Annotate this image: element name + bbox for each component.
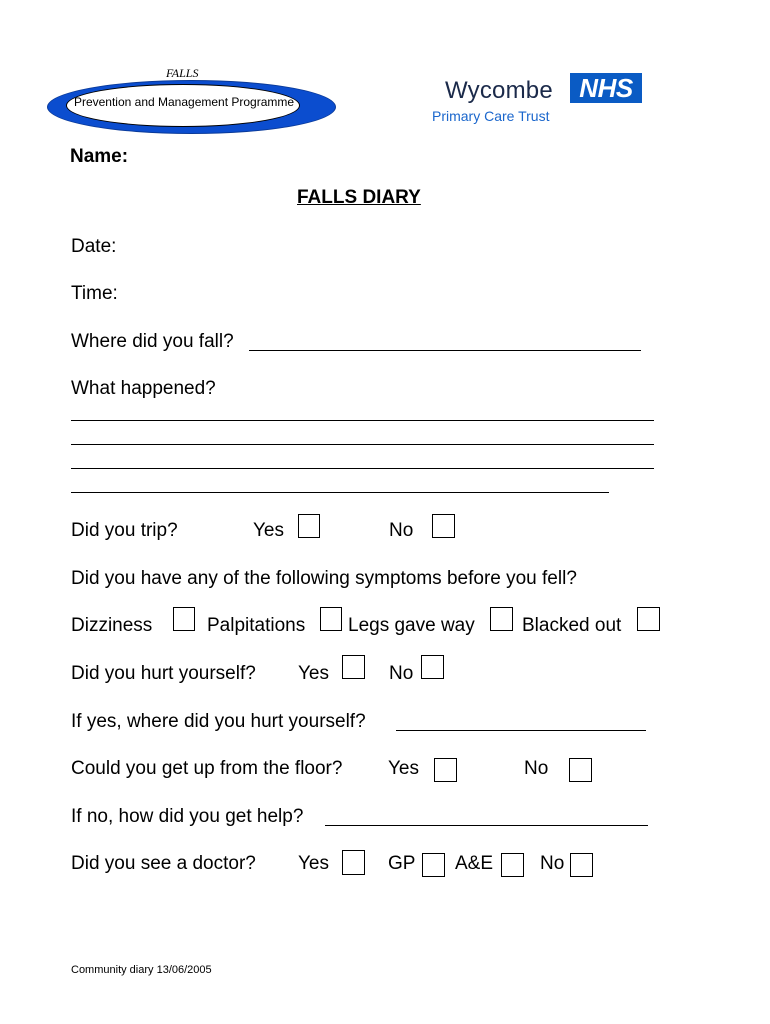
time-label: Time:: [71, 283, 118, 304]
floor-question: Could you get up from the floor?: [71, 758, 343, 779]
legs-gave-way-label: Legs gave way: [348, 615, 475, 636]
floor-no-label: No: [524, 758, 549, 779]
programme-logo: [66, 84, 300, 127]
diary-title: FALLS DIARY: [297, 187, 421, 208]
what-happened-label: What happened?: [71, 378, 216, 399]
hurt-question: Did you hurt yourself?: [71, 663, 256, 684]
what-happened-line-3[interactable]: [71, 468, 654, 469]
doctor-no-checkbox[interactable]: [570, 853, 593, 877]
doctor-ae-label: A&E: [455, 853, 494, 874]
floor-no-checkbox[interactable]: [569, 758, 592, 782]
what-happened-line-2[interactable]: [71, 444, 654, 445]
hurt-no-checkbox[interactable]: [421, 655, 444, 679]
hurt-yes-checkbox[interactable]: [342, 655, 365, 679]
nhs-logo: NHS: [570, 73, 642, 103]
trip-yes-checkbox[interactable]: [298, 514, 320, 538]
trip-no-label: No: [389, 520, 414, 541]
doctor-yes-checkbox[interactable]: [342, 850, 365, 875]
hurt-where-label: If yes, where did you hurt yourself?: [71, 711, 366, 732]
palpitations-checkbox[interactable]: [320, 607, 342, 631]
doctor-ae-checkbox[interactable]: [501, 853, 524, 877]
doctor-gp-label: GP: [388, 853, 416, 874]
doctor-no-label: No: [540, 853, 565, 874]
blacked-out-checkbox[interactable]: [637, 607, 660, 631]
floor-yes-label: Yes: [388, 758, 419, 779]
symptoms-question: Did you have any of the following symptoms before you fell?: [71, 568, 577, 589]
legs-gave-way-checkbox[interactable]: [490, 607, 513, 631]
hurt-no-label: No: [389, 663, 414, 684]
dizziness-checkbox[interactable]: [173, 607, 195, 631]
where-fall-label: Where did you fall?: [71, 331, 234, 352]
date-label: Date:: [71, 236, 117, 257]
footer-note: Community diary 13/06/2005: [71, 964, 212, 976]
doctor-yes-label: Yes: [298, 853, 329, 874]
doctor-question: Did you see a doctor?: [71, 853, 256, 874]
floor-yes-checkbox[interactable]: [434, 758, 457, 782]
where-fall-field[interactable]: [249, 350, 641, 351]
dizziness-label: Dizziness: [71, 615, 153, 636]
trust-name: Primary Care Trust: [432, 108, 550, 124]
help-label: If no, how did you get help?: [71, 806, 304, 827]
blacked-out-label: Blacked out: [522, 615, 622, 636]
programme-label: Prevention and Management Programme: [73, 95, 295, 109]
falls-tag: FALLS: [166, 66, 199, 80]
trip-question: Did you trip?: [71, 520, 178, 541]
help-field[interactable]: [325, 825, 648, 826]
hurt-where-field[interactable]: [396, 730, 646, 731]
what-happened-line-1[interactable]: [71, 420, 654, 421]
trip-no-checkbox[interactable]: [432, 514, 455, 538]
name-label: Name:: [70, 146, 129, 167]
what-happened-line-4[interactable]: [71, 492, 609, 493]
org-name: Wycombe: [445, 77, 553, 104]
palpitations-label: Palpitations: [207, 615, 306, 636]
trip-yes-label: Yes: [253, 520, 284, 541]
hurt-yes-label: Yes: [298, 663, 329, 684]
doctor-gp-checkbox[interactable]: [422, 853, 445, 877]
